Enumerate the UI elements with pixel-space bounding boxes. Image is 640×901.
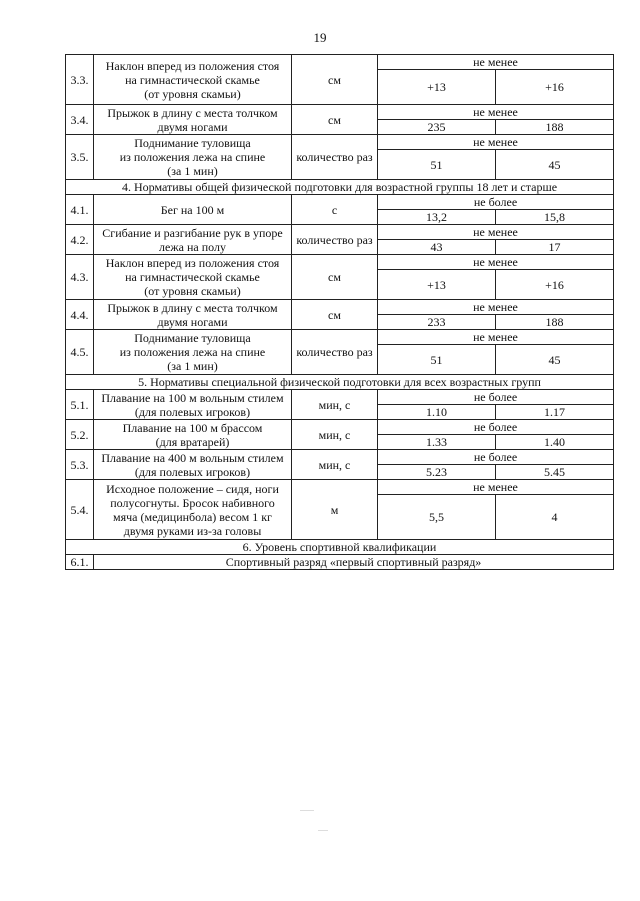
condition: не менее	[378, 300, 614, 315]
value-female: 1.17	[496, 405, 614, 420]
exercise-line: Прыжок в длину с места толчком	[107, 105, 278, 120]
value-male: 235	[378, 120, 496, 135]
exercise-line: Поднимание туловища	[134, 136, 251, 150]
row-number: 3.4.	[66, 105, 94, 135]
value-male: +13	[378, 70, 496, 105]
value-female: 15,8	[496, 210, 614, 225]
scan-mark	[318, 830, 328, 831]
table-row	[66, 225, 614, 240]
value-female: 45	[496, 345, 614, 375]
condition: не менее	[378, 330, 614, 345]
row-number: 5.1.	[66, 390, 94, 420]
exercise-line: Поднимание туловища	[134, 331, 251, 345]
exercise-name	[94, 255, 292, 300]
value-female: 4	[496, 495, 614, 540]
exercise-name	[94, 195, 292, 225]
exercise-name	[94, 55, 292, 105]
exercise-line: Наклон вперед из положения стоя	[105, 256, 280, 270]
exercise-line: Исходное положение – сидя, ноги	[106, 481, 279, 496]
section-title: 4. Нормативы общей физической подготовки для возрастной группы 18 лет и старше	[66, 180, 614, 195]
value-male: 1.10	[378, 405, 496, 420]
exercise-name	[94, 135, 292, 180]
row-number: 3.5.	[66, 135, 94, 180]
section-title: 6. Уровень спортивной квалификации	[66, 540, 614, 555]
exercise-line: на гимнастической скамье	[125, 72, 260, 87]
value-female: 17	[496, 240, 614, 255]
exercise-line: (за 1 мин)	[167, 164, 218, 178]
exercise-line: полусогнуты. Бросок набивного	[110, 495, 275, 510]
condition: не менее	[378, 135, 614, 150]
section-row	[66, 375, 614, 390]
qualification-text: Спортивный разряд «первый спортивный разряд»	[94, 555, 614, 570]
row-number: 6.1.	[66, 555, 94, 570]
condition: не менее	[378, 105, 614, 120]
value-male: 51	[378, 150, 496, 180]
table-row	[66, 105, 614, 120]
unit: количество раз	[292, 135, 378, 180]
value-male: 5,5	[378, 495, 496, 540]
exercise-line: Плавание на 400 м вольным стилем	[101, 450, 284, 465]
table-row	[66, 555, 614, 570]
row-number: 5.3.	[66, 450, 94, 480]
unit: мин, с	[292, 420, 378, 450]
exercise-name	[94, 390, 292, 420]
exercise-name	[94, 225, 292, 255]
unit: с	[292, 195, 378, 225]
table-row	[66, 300, 614, 315]
table-row	[66, 390, 614, 405]
table-row	[66, 255, 614, 270]
condition: не более	[378, 390, 614, 405]
value-female: 188	[496, 315, 614, 330]
scan-mark	[300, 810, 314, 811]
exercise-line: из положения лежа на спине	[119, 150, 266, 164]
condition: не более	[378, 450, 614, 465]
row-number: 4.2.	[66, 225, 94, 255]
value-female: 45	[496, 150, 614, 180]
unit: см	[292, 55, 378, 105]
condition: не менее	[378, 255, 614, 270]
unit: м	[292, 480, 378, 540]
table-row	[66, 330, 614, 345]
section-row	[66, 180, 614, 195]
exercise-line: (для полевых игроков)	[134, 404, 251, 419]
table-row	[66, 135, 614, 150]
norms-table	[65, 54, 614, 570]
exercise-line: мяча (медицинбола) весом 1 кг	[113, 509, 272, 524]
value-male: 233	[378, 315, 496, 330]
condition: не более	[378, 420, 614, 435]
unit: количество раз	[292, 225, 378, 255]
exercise-line: Наклон вперед из положения стоя	[105, 58, 280, 73]
exercise-name	[94, 330, 292, 375]
exercise-line: Плавание на 100 м вольным стилем	[101, 390, 284, 405]
row-number: 4.5.	[66, 330, 94, 375]
exercise-name	[94, 480, 292, 540]
exercise-line: Бег на 100 м	[160, 202, 225, 217]
exercise-line: (от уровня скамьи)	[144, 284, 241, 298]
value-male: 1.33	[378, 435, 496, 450]
unit: см	[292, 255, 378, 300]
page-number: 19	[313, 30, 327, 45]
unit: мин, с	[292, 450, 378, 480]
table-row	[66, 450, 614, 465]
value-male: 43	[378, 240, 496, 255]
unit: количество раз	[292, 330, 378, 375]
exercise-line: Прыжок в длину с места толчком	[107, 300, 278, 315]
exercise-line: двумя руками из-за головы	[123, 523, 262, 538]
unit: см	[292, 300, 378, 330]
section-row	[66, 540, 614, 555]
exercise-name	[94, 450, 292, 480]
condition: не менее	[378, 225, 614, 240]
condition: не менее	[378, 55, 614, 70]
row-number: 4.3.	[66, 255, 94, 300]
exercise-name	[94, 105, 292, 135]
exercise-line: из положения лежа на спине	[119, 345, 266, 359]
exercise-line: на гимнастической скамье	[125, 270, 260, 284]
row-number: 5.2.	[66, 420, 94, 450]
exercise-line: (за 1 мин)	[167, 359, 218, 373]
table-row	[66, 55, 614, 70]
exercise-line: (для вратарей)	[155, 434, 230, 449]
row-number: 3.3.	[66, 55, 94, 105]
exercise-line: двумя ногами	[157, 119, 228, 134]
value-female: 1.40	[496, 435, 614, 450]
row-number: 5.4.	[66, 480, 94, 540]
exercise-line: (для полевых игроков)	[134, 464, 251, 479]
exercise-name	[94, 300, 292, 330]
value-male: 13,2	[378, 210, 496, 225]
exercise-line: Сгибание и разгибание рук в упоре	[102, 225, 283, 240]
value-male: 51	[378, 345, 496, 375]
unit: см	[292, 105, 378, 135]
exercise-name	[94, 420, 292, 450]
exercise-line: двумя ногами	[157, 314, 228, 329]
value-male: 5.23	[378, 465, 496, 480]
value-female: +16	[496, 270, 614, 300]
condition: не менее	[378, 480, 614, 495]
row-number: 4.4.	[66, 300, 94, 330]
value-male: +13	[378, 270, 496, 300]
section-title: 5. Нормативы специальной физической подготовки для всех возрастных групп	[66, 375, 614, 390]
value-female: 5.45	[496, 465, 614, 480]
value-female: +16	[496, 70, 614, 105]
table-row	[66, 480, 614, 495]
unit: мин, с	[292, 390, 378, 420]
row-number: 4.1.	[66, 195, 94, 225]
exercise-line: Плавание на 100 м брассом	[122, 420, 263, 435]
exercise-line: лежа на полу	[159, 239, 226, 254]
value-female: 188	[496, 120, 614, 135]
table-row	[66, 195, 614, 210]
exercise-line: (от уровня скамьи)	[144, 86, 241, 101]
condition: не более	[378, 195, 614, 210]
table-row	[66, 420, 614, 435]
